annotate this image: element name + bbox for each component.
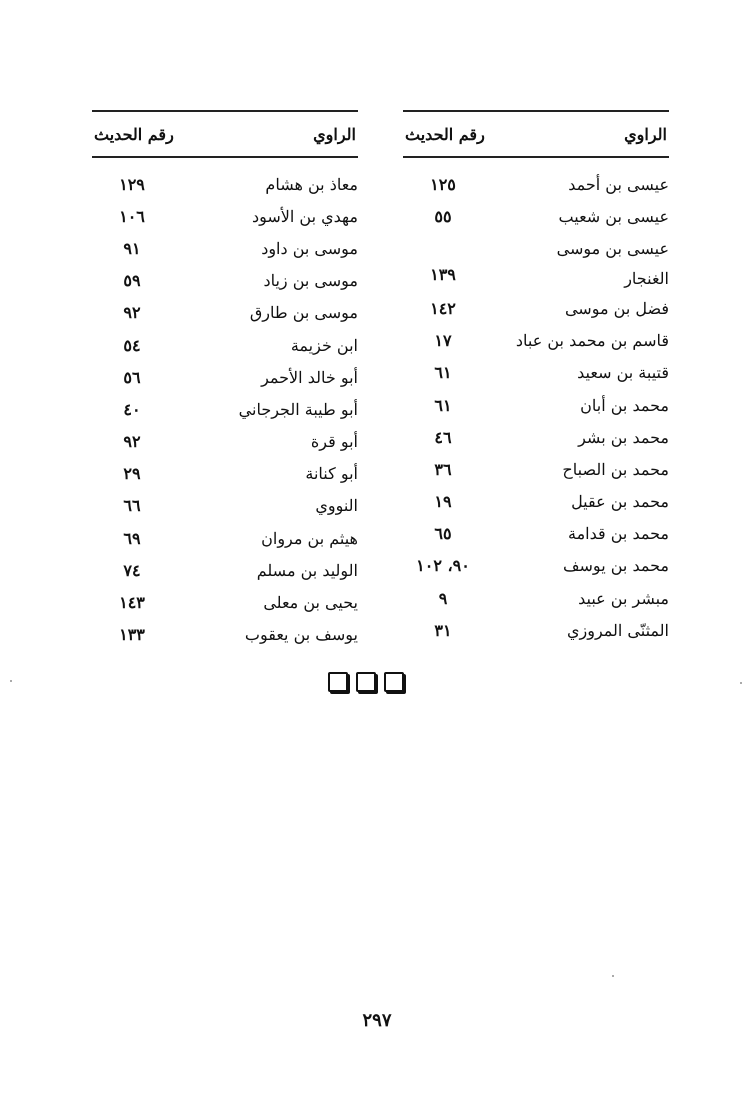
- narrator-name: قتيبة بن سعيد: [577, 363, 669, 383]
- hadith-number: ١٣٣: [119, 625, 145, 645]
- narrator-name: الوليد بن مسلم: [256, 560, 358, 580]
- table-row: [403, 486, 669, 518]
- hadith-number: ١٤٢: [430, 298, 456, 318]
- hadith-number: ٣٦: [434, 459, 452, 479]
- narrator-name: عيسى بن شعيب: [558, 206, 669, 226]
- scan-speck: [10, 680, 12, 682]
- hadith-number: ٦٦: [123, 496, 141, 516]
- narrator-name: هيثم بن مروان: [261, 528, 358, 548]
- table-row: [403, 518, 669, 550]
- narrator-name: محمد بن يوسف: [562, 556, 669, 576]
- table-row: [403, 614, 669, 646]
- table-row: [92, 232, 358, 264]
- hadith-number: ١٩: [434, 492, 452, 512]
- hadith-number: ٦١: [434, 395, 452, 415]
- hadith-number: ٢٩: [123, 464, 141, 484]
- narrator-name: أبو كنانة: [305, 464, 358, 484]
- table-row: [92, 200, 358, 232]
- narrator-name: أبو خالد الأحمر: [261, 367, 358, 387]
- hadith-number: ٩٠، ١٠٢: [416, 556, 470, 576]
- hadith-number: ٧٤: [123, 560, 141, 580]
- hadith-number: ١٧: [434, 331, 452, 351]
- hadith-number: ٩٢: [123, 303, 141, 323]
- narrator-name: محمد بن الصباح: [562, 459, 669, 479]
- table-row: [92, 168, 358, 200]
- table-row: [92, 619, 358, 651]
- narrator-name: محمد بن أبان: [580, 395, 669, 415]
- narrator-name: عيسى بن أحمد: [568, 174, 669, 194]
- table-row: [92, 554, 358, 586]
- table-rows: [92, 168, 358, 651]
- hadith-number: ١٢٩: [119, 174, 145, 194]
- hadith-number: ٥٦: [123, 367, 141, 387]
- table-row: [403, 357, 669, 389]
- narrator-name: موسى بن زياد: [263, 271, 358, 291]
- hadith-number: ١٢٥: [430, 174, 456, 194]
- header-hadith-number: رقم الحديث: [94, 124, 174, 144]
- hadith-number: ٥٩: [123, 271, 141, 291]
- narrator-name: معاذ بن هشام: [265, 174, 358, 194]
- table-row: [92, 265, 358, 297]
- narrator-name: محمد بن قدامة: [568, 524, 669, 544]
- table-row: [92, 522, 358, 554]
- scan-speck: [612, 975, 614, 977]
- table-row: [403, 168, 669, 200]
- narrator-name: موسى بن طارق: [249, 303, 358, 323]
- narrator-name: قاسم بن محمد بن عباد: [515, 331, 669, 351]
- narrator-name: أبو طيبة الجرجاني: [238, 399, 358, 419]
- hadith-number: ٥٥: [434, 206, 452, 226]
- table-row: [92, 458, 358, 490]
- hadith-number: ٥٤: [123, 335, 141, 355]
- header-narrator: الراوي: [313, 124, 356, 144]
- narrator-name: عيسى بن موسى الغنجار: [556, 239, 669, 289]
- table-row: [403, 325, 669, 357]
- square-ornament-icon: [356, 672, 376, 692]
- narrator-name: النووي: [315, 496, 358, 516]
- table-row: [403, 453, 669, 485]
- header-narrator: الراوي: [624, 124, 667, 144]
- hadith-number: ١٤٣: [119, 593, 145, 613]
- table-row: [403, 232, 669, 292]
- table-row: [403, 389, 669, 421]
- table-row: [403, 200, 669, 232]
- table-row: [92, 297, 358, 329]
- narrator-table-right: [403, 110, 669, 646]
- narrator-name: أبو قرة: [310, 432, 358, 452]
- table-row: [92, 426, 358, 458]
- narrator-name: محمد بن عقيل: [571, 492, 669, 512]
- narrator-name: مهدي بن الأسود: [251, 206, 358, 226]
- table-header: [403, 110, 669, 158]
- table-row: [92, 393, 358, 425]
- narrator-name: ابن خزيمة: [290, 335, 358, 355]
- hadith-number: ٦٩: [123, 528, 141, 548]
- narrator-name: يحيى بن معلى: [263, 593, 358, 613]
- section-end-ornament: [328, 672, 404, 692]
- table-row: [92, 490, 358, 522]
- narrator-name: يوسف بن يعقوب: [244, 625, 358, 645]
- narrator-name: المثنّى المروزي: [566, 620, 669, 640]
- narrator-name: فضل بن موسى: [564, 298, 669, 318]
- table-row: [403, 582, 669, 614]
- table-row: [92, 361, 358, 393]
- hadith-number: ٤٦: [434, 427, 452, 447]
- square-ornament-icon: [384, 672, 404, 692]
- table-row: [403, 421, 669, 453]
- hadith-number: ٩٢: [123, 432, 141, 452]
- hadith-number: ١٣٩: [430, 265, 456, 285]
- narrator-table-left: [92, 110, 358, 651]
- header-hadith-number: رقم الحديث: [405, 124, 485, 144]
- hadith-number: ٣١: [434, 620, 452, 640]
- narrator-name: محمد بن بشر: [578, 427, 669, 447]
- hadith-number: ٦١: [434, 363, 452, 383]
- table-row: [403, 550, 669, 582]
- table-rows: [403, 168, 669, 646]
- scan-speck: [740, 682, 742, 684]
- table-row: [92, 586, 358, 618]
- table-header: [92, 110, 358, 158]
- hadith-number: ٩: [438, 588, 448, 608]
- narrator-name: موسى بن داود: [261, 238, 358, 258]
- table-row: [92, 329, 358, 361]
- page-number: ٢٩٧: [362, 1010, 392, 1031]
- narrator-name: مبشر بن عبيد: [578, 588, 669, 608]
- hadith-number: ١٠٦: [119, 206, 145, 226]
- hadith-number: ٤٠: [123, 399, 141, 419]
- table-row: [403, 292, 669, 324]
- square-ornament-icon: [328, 672, 348, 692]
- hadith-number: ٦٥: [434, 524, 452, 544]
- hadith-number: ٩١: [123, 238, 141, 258]
